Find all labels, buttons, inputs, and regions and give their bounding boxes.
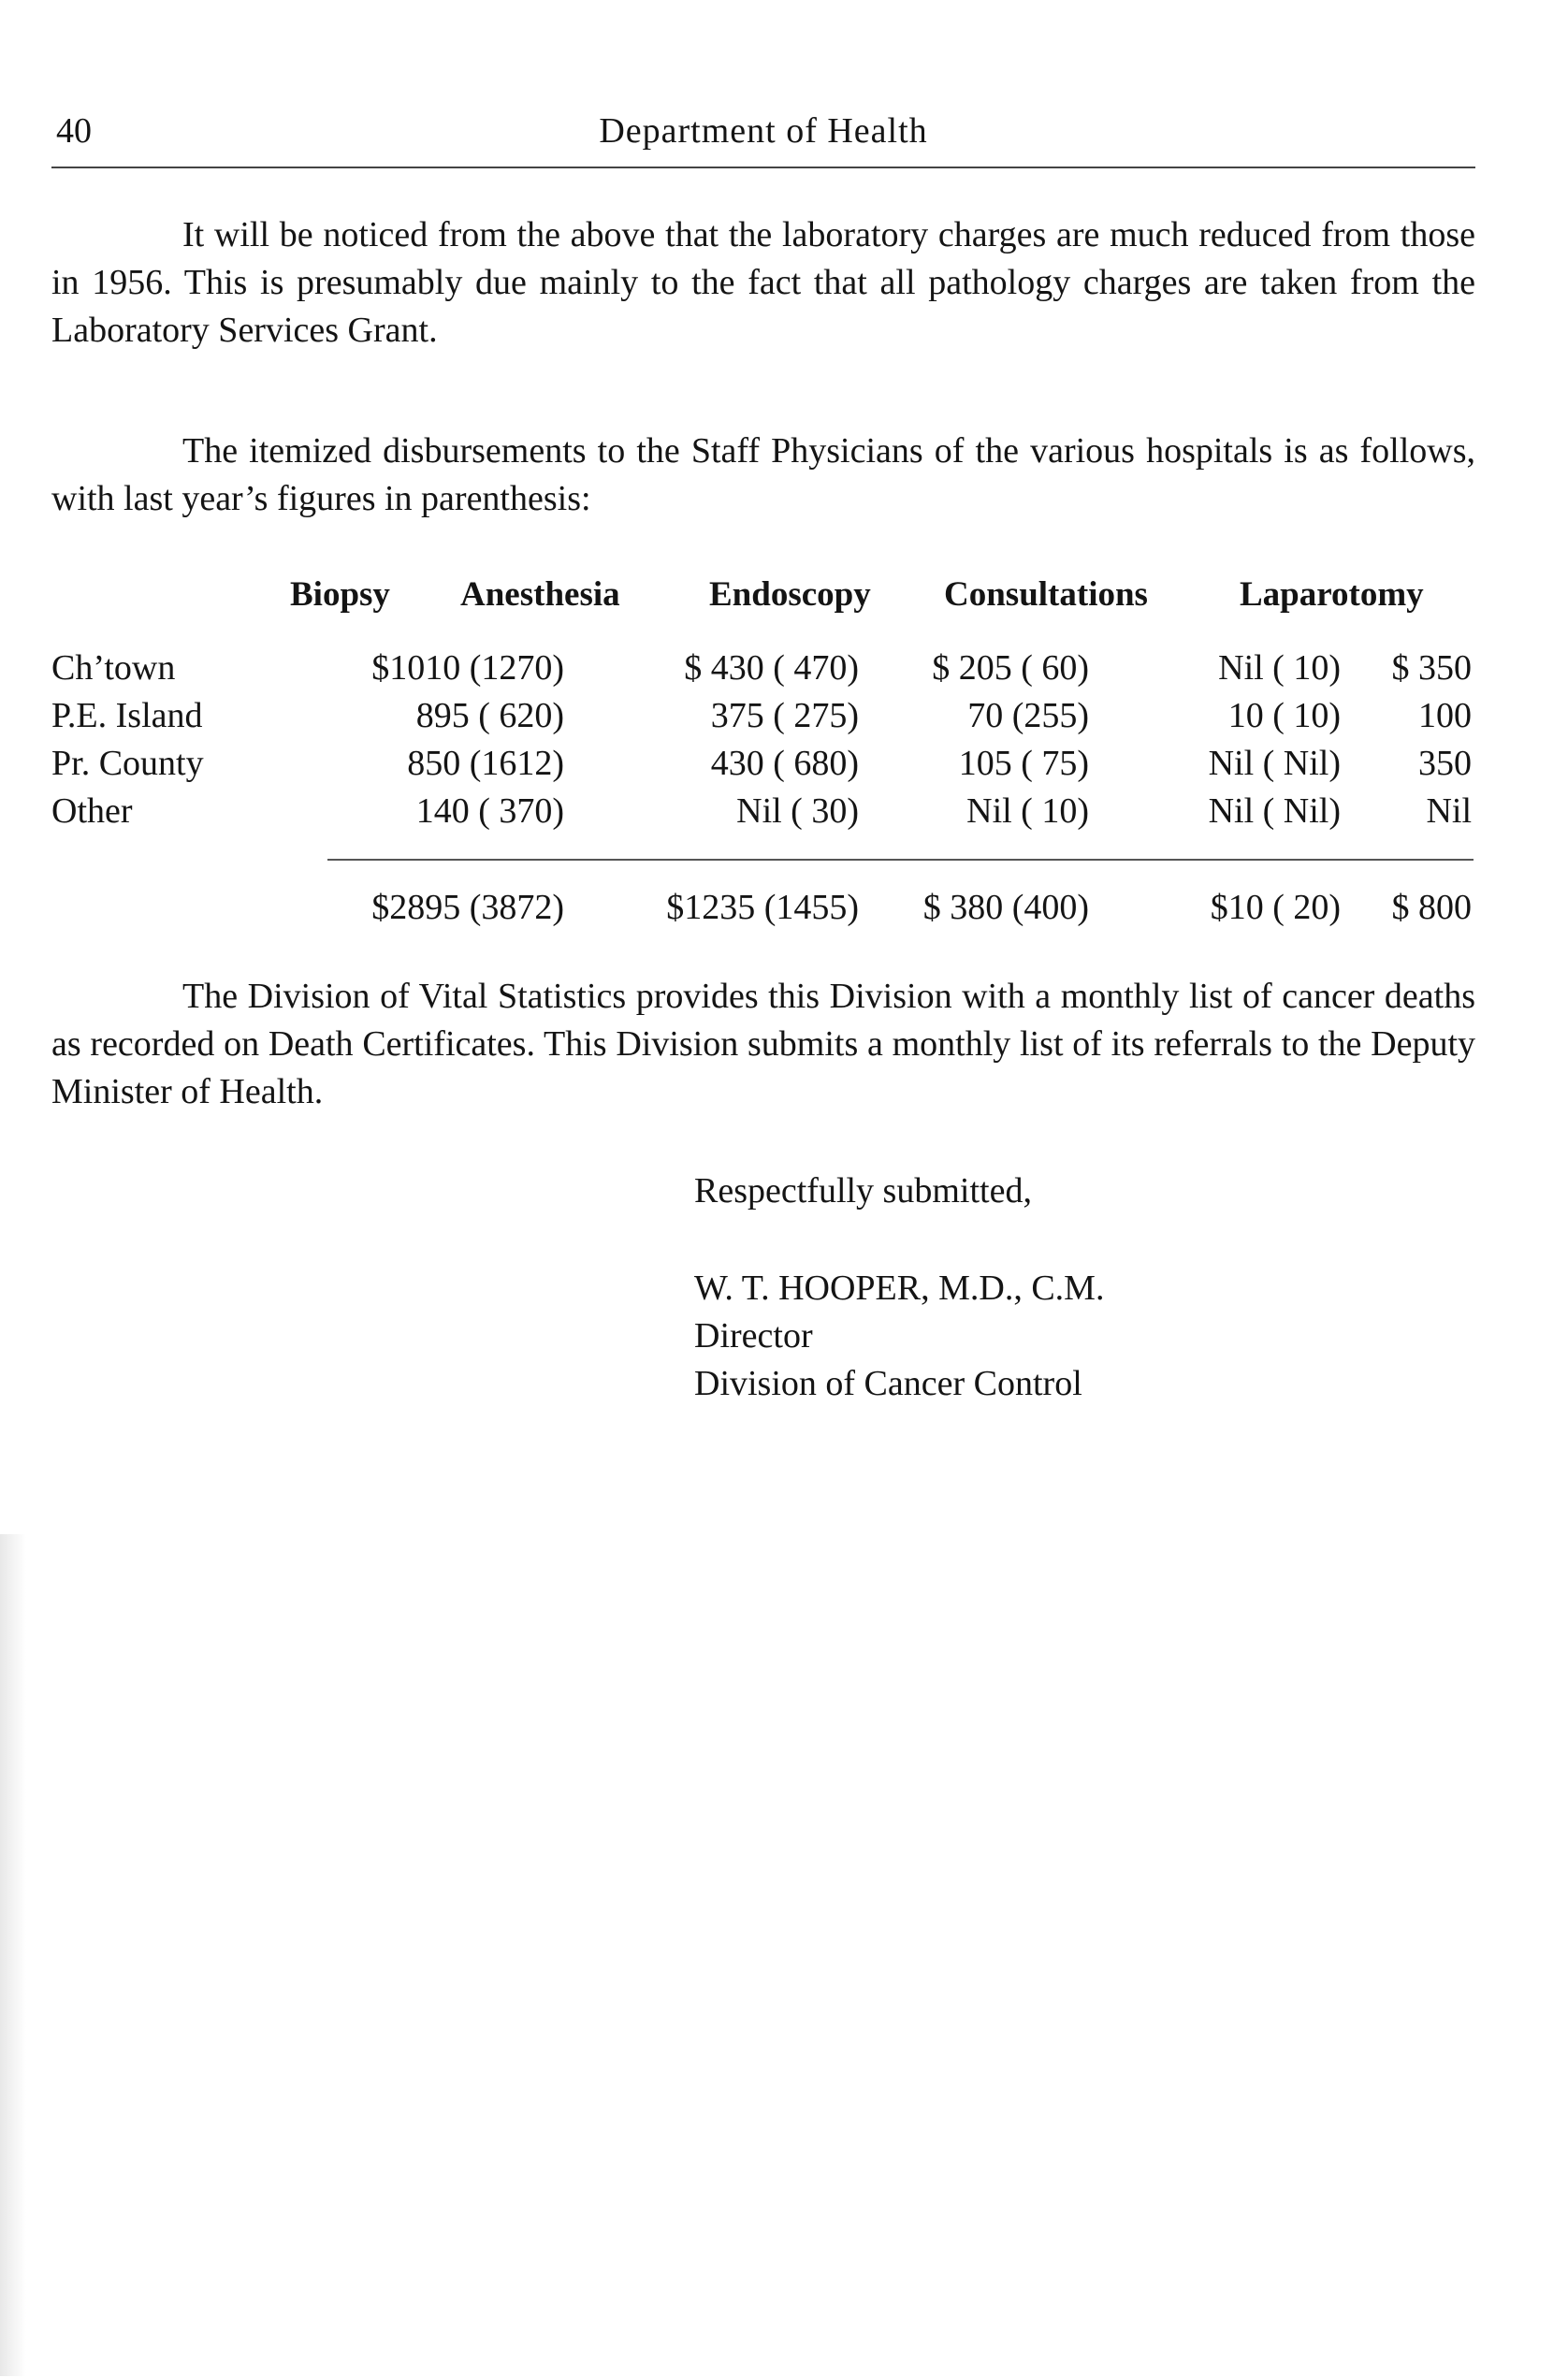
total-endoscopy: $ 380 (400) <box>922 888 1089 927</box>
row-label: Ch’town <box>51 648 176 688</box>
row-label: P.E. Island <box>51 696 203 735</box>
table-header <box>0 574 1568 621</box>
signature-closing: Respectfully submitted, <box>694 1171 1032 1211</box>
column-header-biopsy: Biopsy <box>290 575 390 614</box>
table-row <box>0 647 1568 694</box>
cell-consultations: Nil ( Nil) <box>1208 744 1341 783</box>
row-label: Pr. County <box>51 744 204 783</box>
cell-consultations: 10 ( 10) <box>1227 696 1341 735</box>
cell-biopsy: $1010 (1270) <box>371 648 564 688</box>
page-edge-shadow <box>0 1534 26 2376</box>
column-header-endoscopy: Endoscopy <box>709 575 871 614</box>
page-header <box>51 110 1475 157</box>
cell-laparotomy: Nil <box>1426 791 1472 831</box>
cell-endoscopy: 105 ( 75) <box>958 744 1089 783</box>
cell-consultations: Nil ( 10) <box>1218 648 1341 688</box>
cell-endoscopy: $ 205 ( 60) <box>932 648 1089 688</box>
table-row <box>0 695 1568 742</box>
column-header-anesthesia: Anesthesia <box>460 575 620 614</box>
cell-biopsy: 895 ( 620) <box>415 696 564 735</box>
cell-consultations: Nil ( Nil) <box>1208 791 1341 831</box>
total-anesthesia: $1235 (1455) <box>666 888 859 927</box>
paragraph-vital-statistics: The Division of Vital Statistics provides this Division with a monthly list of cancer deaths as recorded on Death Certificates. This Division submits a monthly list of its referrals to the Deputy Minister of Health. <box>51 977 1475 1111</box>
cell-anesthesia: $ 430 ( 470) <box>684 648 859 688</box>
table-row <box>0 790 1568 837</box>
row-label: Other <box>51 791 133 831</box>
cell-laparotomy: 100 <box>1418 696 1472 735</box>
cell-anesthesia: 375 ( 275) <box>710 696 859 735</box>
page-number: 40 <box>56 111 92 151</box>
column-header-consultations: Consultations <box>944 575 1148 614</box>
cell-endoscopy: 70 (255) <box>967 696 1089 735</box>
header-rule <box>51 167 1475 168</box>
column-header-laparotomy: Laparotomy <box>1240 575 1424 614</box>
total-laparotomy: $ 800 <box>1391 888 1472 927</box>
signature-name: W. T. HOOPER, M.D., C.M. <box>694 1269 1105 1308</box>
totals-rule <box>327 859 1474 861</box>
signature-title: Director <box>694 1316 813 1356</box>
cell-laparotomy: 350 <box>1418 744 1472 783</box>
paragraph-itemized-disbursements: The itemized disbursements to the Staff Physicians of the various hospitals is as follows, with last year’s figures in parenthesis: <box>51 431 1475 518</box>
table-row <box>0 743 1568 790</box>
running-title: Department of Health <box>599 111 928 151</box>
cell-biopsy: 140 ( 370) <box>415 791 564 831</box>
table-totals-row <box>0 887 1568 934</box>
signature-division: Division of Cancer Control <box>694 1364 1082 1403</box>
cell-anesthesia: 430 ( 680) <box>710 744 859 783</box>
total-consultations: $10 ( 20) <box>1210 888 1341 927</box>
total-biopsy: $2895 (3872) <box>371 888 564 927</box>
paragraph-laboratory-charges: It will be noticed from the above that the laboratory charges are much reduced from those in 1956. This is presumably due mainly to the fact that all pathology charges are taken from the Laboratory Services Grant. <box>51 215 1475 350</box>
cell-anesthesia: Nil ( 30) <box>736 791 859 831</box>
cell-endoscopy: Nil ( 10) <box>966 791 1089 831</box>
cell-laparotomy: $ 350 <box>1391 648 1472 688</box>
cell-biopsy: 850 (1612) <box>407 744 564 783</box>
